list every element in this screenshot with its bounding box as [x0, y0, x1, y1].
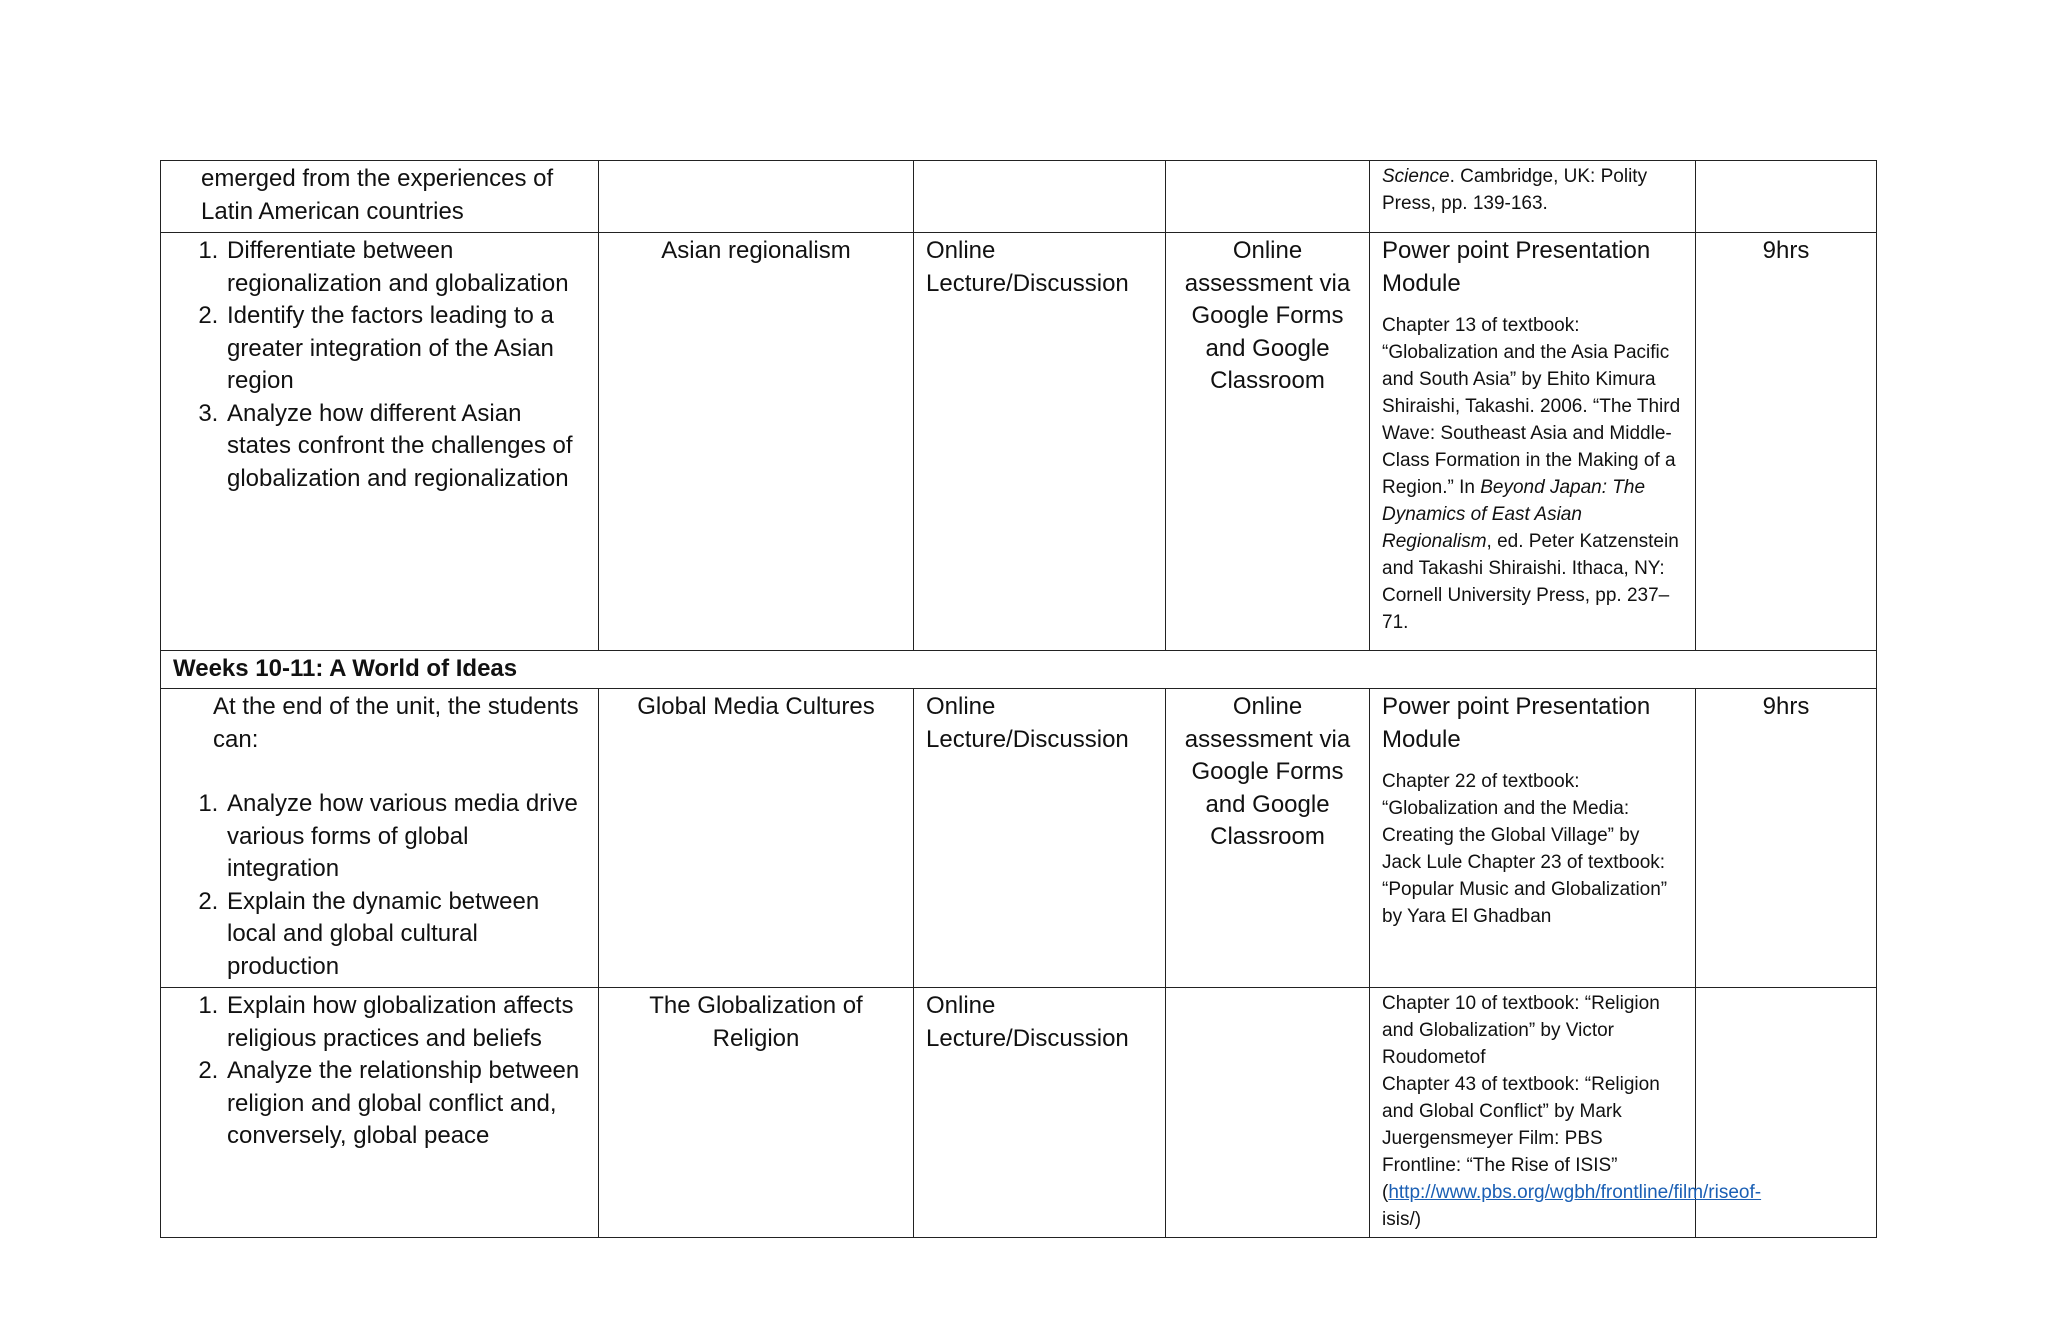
reference-text: , ed. Peter Katzenstein and Takashi Shiraishi. Ithaca, NY: Cornell University Press, pp. 237–71.	[1382, 531, 1679, 633]
objective-item: 1. Explain how globalization affects religious practices and beliefs	[225, 990, 586, 1055]
time-cell	[1696, 689, 1877, 988]
resource-reference	[1382, 312, 1683, 636]
table-row	[161, 233, 1877, 651]
link-tail: isis/)	[1382, 1209, 1422, 1230]
delivery-cell	[914, 161, 1166, 233]
resources-cell	[1370, 161, 1696, 233]
week-header: Weeks 10-11: A World of Ideas	[161, 651, 1877, 689]
assessment-cell	[1166, 161, 1370, 233]
delivery-cell	[914, 233, 1166, 651]
objectives-cell	[161, 233, 599, 651]
assessment-cell	[1166, 689, 1370, 988]
resource-reference: Chapter 22 of textbook: “Globalization and the Media: Creating the Global Village” by Jack Lule Chapter 23 of textbook: “Popular Music and Globalization” by Yara El Ghadban	[1382, 771, 1668, 927]
assessment-text: Online assessment via Google Forms and Google Classroom	[1184, 693, 1351, 850]
objectives-cell	[161, 988, 599, 1238]
assessment-cell	[1166, 988, 1370, 1238]
reference-text: Chapter 13 of textbook: “Globalization and the Asia Pacific and South Asia” by Ehito Kimura Shiraishi, Takashi. 2006. “The Third Wave: Southeast Asia and Middle-Class Formation in the Making of a Region.” In	[1382, 315, 1681, 498]
objectives-cell	[161, 161, 599, 233]
objective-item: 1. Analyze how various media drive various forms of global integration	[225, 788, 586, 886]
objective-item: 2. Explain the dynamic between local and global cultural production	[225, 886, 586, 984]
resource-main: Power point Presentation Module	[1382, 693, 1651, 753]
objective-item: 3. Analyze how different Asian states confront the challenges of globalization and regionalization	[225, 398, 586, 496]
time-cell	[1696, 161, 1877, 233]
resources-cell	[1370, 233, 1696, 651]
delivery-cell	[914, 988, 1166, 1238]
topic-cell	[599, 161, 914, 233]
delivery-text: Online Lecture/Discussion	[926, 992, 1129, 1052]
topic-text: The Globalization of Religion	[649, 992, 863, 1052]
table-row	[161, 689, 1877, 988]
objectives-list	[173, 990, 586, 1153]
delivery-text: Online Lecture/Discussion	[926, 693, 1129, 753]
topic-cell	[599, 689, 914, 988]
objectives-intro: At the end of the unit, the students can:	[213, 693, 579, 753]
delivery-text: Online Lecture/Discussion	[926, 237, 1129, 297]
resources-cell	[1370, 988, 1762, 1238]
syllabus-table	[160, 160, 1877, 1238]
topic-cell	[599, 233, 914, 651]
objective-item: 2. Identify the factors leading to a greater integration of the Asian region	[225, 300, 586, 398]
resource-reference: Chapter 10 of textbook: “Religion and Globalization” by Victor Roudometof	[1382, 993, 1660, 1068]
resource-title: Science	[1382, 166, 1450, 187]
objective-continuation: emerged from the experiences of Latin American countries	[201, 165, 554, 225]
table-row	[161, 161, 1877, 233]
resource-text: . Cambridge, UK: Polity Press, pp. 139-163.	[1382, 166, 1648, 214]
assessment-cell	[1166, 233, 1370, 651]
assessment-text: Online assessment via Google Forms and Google Classroom	[1184, 237, 1351, 394]
resources-cell	[1370, 689, 1696, 988]
objectives-list	[173, 235, 586, 495]
table-row	[161, 988, 1877, 1238]
objective-item: 1. Differentiate between regionalization and globalization	[225, 235, 586, 300]
week-header-row	[161, 651, 1877, 689]
time-text: 9hrs	[1762, 693, 1810, 720]
reference-title: Beyond Japan: The Dynamics of East Asian Regionalism	[1382, 477, 1646, 552]
topic-text: Asian regionalism	[661, 237, 851, 264]
resource-reference: Chapter 43 of textbook: “Religion and Global Conflict” by Mark Juergensmeyer Film: PBS Frontline: “The Rise of ISIS” (http://www.pbs.org/wgbh/frontline/film/riseof- isis/)	[1382, 1074, 1762, 1230]
objectives-list	[173, 788, 586, 983]
time-cell	[1696, 233, 1877, 651]
reference-text: Chapter 43 of textbook: “Religion and Global Conflict” by Mark Juergensmeyer Film: PBS Frontline: “The Rise of ISIS”	[1382, 1074, 1660, 1176]
pbs-frontline-link[interactable]: http://www.pbs.org/wgbh/frontline/film/riseof-	[1388, 1182, 1762, 1203]
delivery-cell	[914, 689, 1166, 988]
topic-text: Global Media Cultures	[637, 693, 875, 720]
objectives-cell	[161, 689, 599, 988]
time-text: 9hrs	[1762, 237, 1810, 264]
topic-cell	[599, 988, 914, 1238]
objective-item: 2. Analyze the relationship between religion and global conflict and, conversely, global peace	[225, 1055, 586, 1153]
resource-main: Power point Presentation Module	[1382, 237, 1651, 297]
